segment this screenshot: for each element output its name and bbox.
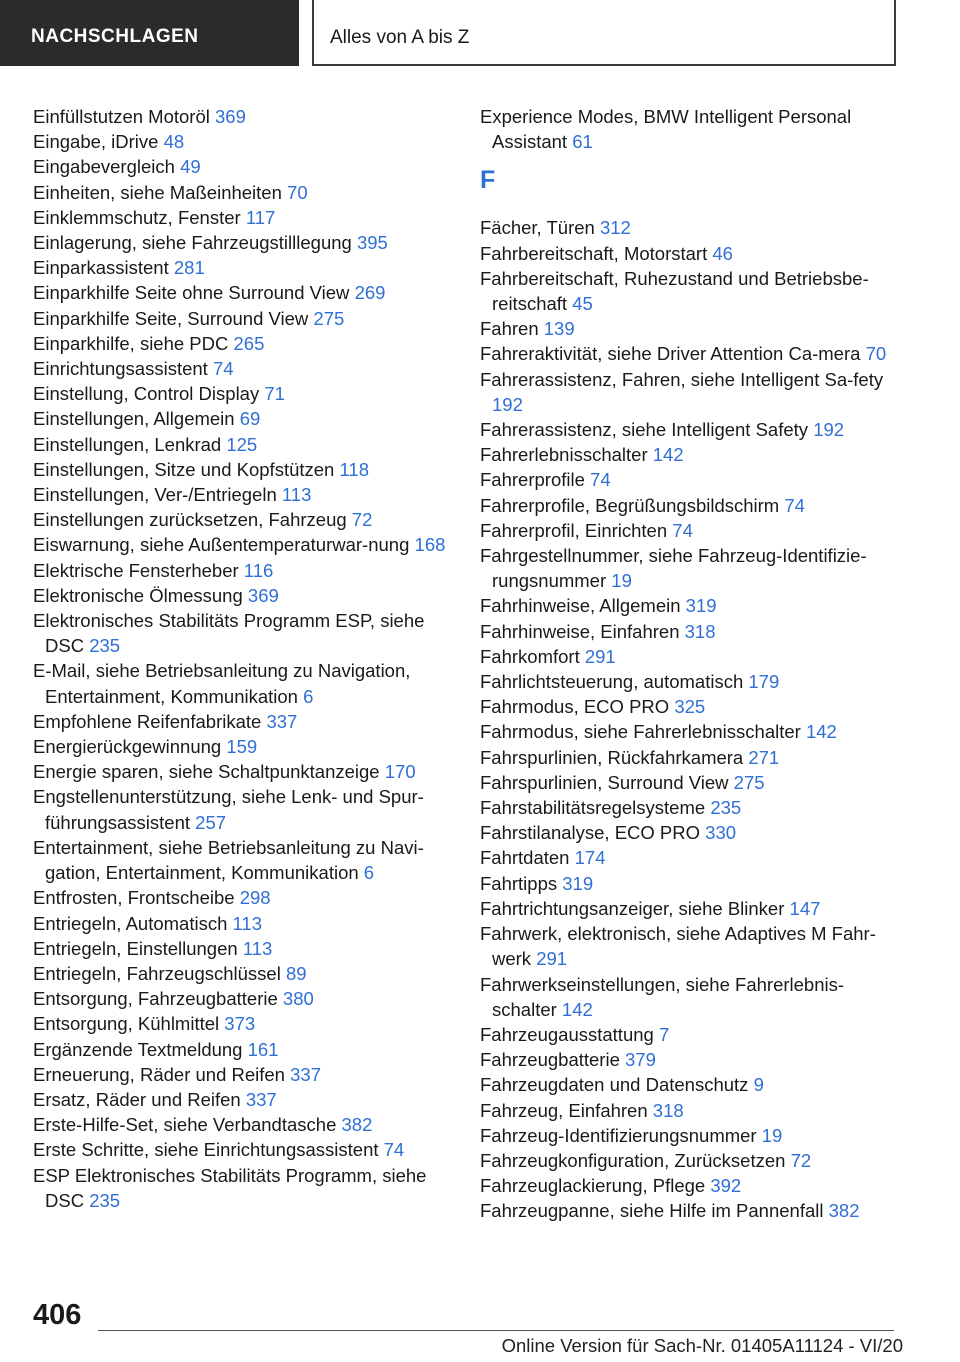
page-reference-link[interactable]: 48 <box>163 131 185 153</box>
index-entry <box>480 770 900 795</box>
index-entry <box>480 1123 900 1148</box>
index-entry-term: Experience Modes, BMW Intelligent Personal Assistant <box>480 106 852 153</box>
page-reference-link[interactable]: 330 <box>705 822 737 844</box>
index-entry-term: Fahrmodus, siehe Fahrerlebnisschalter <box>480 721 801 743</box>
index-entry-term: Fahrhinweise, Allgemein <box>480 595 681 617</box>
page-reference-link[interactable]: 74 <box>784 494 805 516</box>
page-reference-link[interactable]: 118 <box>339 458 369 480</box>
index-entry-term: Fahrzeug-Identifizierungsnummer <box>480 1124 757 1146</box>
index-entry <box>33 1062 453 1087</box>
page-reference-link[interactable]: 325 <box>674 696 706 718</box>
index-entry <box>480 669 900 694</box>
page-reference-link[interactable]: 319 <box>562 872 594 894</box>
index-entry-term: Eingabe, iDrive <box>33 131 159 153</box>
index-entry-term: ESP Elektronisches Stabilitäts Programm, siehe DSC <box>33 1164 427 1211</box>
index-entry-term: Empfohlene Reifenfabrikate <box>33 710 262 732</box>
index-entry-term: Energie sparen, siehe Schaltpunktanzeige <box>33 761 380 783</box>
page-reference-link[interactable]: 74 <box>212 358 234 380</box>
page-number: 406 <box>33 1299 82 1331</box>
index-entry <box>33 104 453 129</box>
index-entry <box>480 104 900 154</box>
index-entry <box>480 1098 900 1123</box>
index-entry <box>480 1198 900 1223</box>
index-entry <box>480 215 900 240</box>
index-entry <box>33 280 453 305</box>
index-entry-term: Entsorgung, Fahrzeugbatterie <box>33 988 278 1010</box>
index-entry-term: Fahrzeugausstattung <box>480 1023 654 1045</box>
page-reference-link[interactable]: 379 <box>625 1049 656 1071</box>
index-entry <box>480 745 900 770</box>
page-reference-link[interactable]: 168 <box>414 534 446 556</box>
index-entry-term: Einparkhilfe Seite ohne Surround View <box>33 282 350 304</box>
index-entry <box>33 658 453 708</box>
index-entry <box>480 1047 900 1072</box>
index-entry-term: Fahrhinweise, Einfahren <box>480 620 680 642</box>
index-entry <box>33 885 453 910</box>
page-reference-link[interactable]: 382 <box>828 1200 860 1222</box>
index-entry-term: Elektronisches Stabilitäts Programm ESP, siehe DSC <box>33 610 425 657</box>
index-entry-term: Einparkhilfe Seite, Surround View <box>33 307 309 329</box>
index-entry-term: Fahrspurlinien, Surround View <box>480 771 729 793</box>
index-entry <box>33 1163 453 1213</box>
page-reference-link[interactable]: 159 <box>226 736 258 758</box>
index-entry <box>33 835 453 885</box>
index-entry-term: Entriegeln, Automatisch <box>33 912 228 934</box>
index-entry-term: Einstellung, Control Display <box>33 383 260 405</box>
index-entry-term: Fahrwerkseinstellungen, siehe Fahrerlebnis-schalter <box>480 973 845 1020</box>
index-entry <box>480 694 900 719</box>
page-reference-link[interactable]: 235 <box>710 797 742 819</box>
index-entry-term: Entertainment, siehe Betriebsanleitung zu Navi-gation, Entertainment, Kommunikation <box>33 836 424 884</box>
chapter-title: Alles von A bis Z <box>312 0 896 66</box>
index-entry-term: Fahrbereitschaft, Motorstart <box>480 242 708 264</box>
page-reference-link[interactable]: 192 <box>492 393 523 415</box>
index-entry <box>33 532 453 557</box>
page-reference-link[interactable]: 369 <box>215 106 246 127</box>
index-entry-term: Fahrerprofil, Einrichten <box>480 519 668 541</box>
index-entry <box>480 593 900 618</box>
index-entry-term: Einrichtungsassistent <box>33 358 208 380</box>
page-reference-link[interactable]: 275 <box>313 307 345 329</box>
page-reference-link[interactable]: 382 <box>341 1114 373 1136</box>
index-entry <box>33 381 453 406</box>
page-reference-link[interactable]: 337 <box>245 1088 277 1110</box>
page-reference-link[interactable]: 74 <box>383 1139 405 1161</box>
page-reference-link[interactable]: 170 <box>384 761 416 783</box>
index-entry <box>33 986 453 1011</box>
index-entry <box>33 759 453 784</box>
index-entry <box>33 129 453 154</box>
index-entry <box>480 1173 900 1198</box>
page-reference-link[interactable]: 337 <box>290 1063 321 1085</box>
index-entry-term: Einstellungen, Ver-/Entriegeln <box>33 484 277 506</box>
index-entry <box>480 644 900 669</box>
index-entry-term: Fahrerlebnisschalter <box>480 444 648 466</box>
page-reference-link[interactable]: 6 <box>303 685 314 707</box>
index-entry <box>480 341 900 366</box>
index-entry-term: Fahrzeuglackierung, Pflege <box>480 1175 706 1197</box>
index-entry <box>33 709 453 734</box>
page-reference-link[interactable]: 291 <box>536 948 568 970</box>
page-reference-link[interactable]: 142 <box>561 998 593 1020</box>
index-entry-term: Fahrbereitschaft, Ruhezustand und Betriebsbe-reitschaft <box>480 267 869 315</box>
index-entry-term: Einheiten, siehe Maßeinheiten <box>33 181 282 203</box>
page-reference-link[interactable]: 9 <box>753 1074 764 1096</box>
index-entry <box>480 518 900 543</box>
letter-heading: F <box>480 166 496 195</box>
index-entry-term: Engstellenunterstützung, siehe Lenk- und Spur-führungsassistent <box>33 786 424 833</box>
index-entry-term: Fächer, Türen <box>480 217 595 239</box>
index-entry-term: Entsorgung, Kühlmittel <box>33 1013 220 1035</box>
page-header <box>0 0 960 66</box>
page-reference-link[interactable]: 19 <box>761 1124 783 1146</box>
index-entry-term: Einstellungen, Lenkrad <box>33 433 222 455</box>
page-reference-link[interactable]: 380 <box>282 988 314 1010</box>
index-entry <box>33 1137 453 1162</box>
index-entry <box>480 417 900 442</box>
index-entry-term: Elektrische Fensterheber <box>33 559 239 581</box>
page-reference-link[interactable]: 318 <box>684 620 716 642</box>
index-entry <box>33 432 453 457</box>
page-reference-link[interactable]: 74 <box>590 469 611 491</box>
page-reference-link[interactable]: 70 <box>287 181 308 203</box>
index-entry <box>480 845 900 870</box>
page-reference-link[interactable]: 275 <box>733 771 765 793</box>
index-entry-term: Fahren <box>480 318 539 340</box>
page-reference-link[interactable]: 19 <box>611 570 632 592</box>
index-entry-term: Einstellungen, Allgemein <box>33 408 235 430</box>
index-entry <box>33 1087 453 1112</box>
index-entry-term: Erste-Hilfe-Set, siehe Verbandtasche <box>33 1114 337 1136</box>
index-entry <box>33 1011 453 1036</box>
page-reference-link[interactable]: 395 <box>356 232 388 254</box>
index-entry <box>480 871 900 896</box>
index-entry <box>33 457 453 482</box>
index-entry-term: Fahrmodus, ECO PRO <box>480 696 670 718</box>
page-reference-link[interactable]: 72 <box>790 1149 812 1171</box>
index-entry <box>33 230 453 255</box>
index-entry <box>33 482 453 507</box>
footer-divider <box>98 1330 894 1331</box>
page-reference-link[interactable]: 265 <box>233 332 265 354</box>
index-entry-term: Eingabevergleich <box>33 156 175 178</box>
page-reference-link[interactable]: 392 <box>710 1175 742 1197</box>
index-entry <box>33 911 453 936</box>
index-entry-term: Entriegeln, Fahrzeugschlüssel <box>33 962 281 984</box>
index-entry-term: Fahrerprofile <box>480 469 585 491</box>
index-entry-term: Fahreraktivität, siehe Driver Attention Ca-mera <box>480 343 861 365</box>
index-entry-term: Fahrstilanalyse, ECO PRO <box>480 822 701 844</box>
index-entry <box>480 266 900 316</box>
index-entry-term: Elektronische Ölmessung <box>33 584 243 606</box>
index-entry <box>480 1148 900 1173</box>
index-entry <box>480 972 900 1022</box>
index-entry <box>480 316 900 341</box>
index-entry <box>480 795 900 820</box>
index-entry <box>33 180 453 205</box>
index-entry <box>33 583 453 608</box>
index-entry <box>480 367 900 417</box>
page-reference-link[interactable]: 70 <box>865 343 887 365</box>
page-reference-link[interactable]: 235 <box>89 1189 121 1211</box>
index-entry <box>480 719 900 744</box>
page-reference-link[interactable]: 113 <box>281 484 312 506</box>
index-entry-term: Fahrspurlinien, Rückfahrkamera <box>480 746 744 768</box>
page-reference-link[interactable]: 74 <box>672 519 693 541</box>
page-reference-link[interactable]: 125 <box>226 433 258 455</box>
index-entry-term: Fahrtrichtungsanzeiger, siehe Blinker <box>480 897 785 919</box>
index-entry-term: Fahrstabilitätsregelsysteme <box>480 797 706 819</box>
index-entry-term: Fahrerassistenz, siehe Intelligent Safety <box>480 419 809 441</box>
index-column-left <box>33 104 453 1213</box>
index-entry-term: Fahrgestellnummer, siehe Fahrzeug-Identifizie-rungsnummer <box>480 545 867 592</box>
index-entry <box>480 241 900 266</box>
page-reference-link[interactable]: 142 <box>652 444 684 466</box>
page-reference-link[interactable]: 142 <box>805 721 837 743</box>
index-entry-term: Fahrwerk, elektronisch, siehe Adaptives M Fahr-werk <box>480 923 876 970</box>
page-reference-link[interactable]: 161 <box>247 1038 279 1060</box>
page-reference-link[interactable]: 113 <box>232 912 262 934</box>
page-reference-link[interactable]: 6 <box>363 862 375 884</box>
index-entry-term: Einfüllstutzen Motoröl <box>33 106 210 127</box>
index-entry <box>33 734 453 759</box>
page-reference-link[interactable]: 46 <box>712 242 733 264</box>
page-reference-link[interactable]: 235 <box>89 635 121 657</box>
section-tab: NACHSCHLAGEN <box>0 0 299 66</box>
index-entry <box>480 619 900 644</box>
index-entry <box>480 1072 900 1097</box>
page-reference-link[interactable]: 147 <box>789 897 821 919</box>
index-entry <box>33 1112 453 1137</box>
page-reference-link[interactable]: 319 <box>685 595 717 617</box>
page-reference-link[interactable]: 257 <box>195 811 227 833</box>
index-entry-term: Energierückgewinnung <box>33 736 222 758</box>
page-reference-link[interactable]: 116 <box>243 559 274 581</box>
index-entry-term: Ersatz, Räder und Reifen <box>33 1088 241 1110</box>
index-entry-term: Fahrerprofile, Begrüßungsbildschirm <box>480 494 780 516</box>
index-entry-term: Fahrlichtsteuerung, automatisch <box>480 671 744 693</box>
page-reference-link[interactable]: 49 <box>180 156 201 178</box>
index-entry <box>33 154 453 179</box>
index-entry-term: Fahrzeugkonfiguration, Zurücksetzen <box>480 1149 786 1171</box>
index-entry-term: Erneuerung, Räder und Reifen <box>33 1063 285 1085</box>
page-reference-link[interactable]: 298 <box>239 887 271 909</box>
index-entry <box>33 406 453 431</box>
index-entry <box>480 921 900 971</box>
index-entry-term: Fahrzeug, Einfahren <box>480 1099 648 1121</box>
index-entry-term: Einstellungen zurücksetzen, Fahrzeug <box>33 509 347 531</box>
page-reference-link[interactable]: 192 <box>813 419 845 441</box>
index-entry <box>33 784 453 834</box>
index-entry <box>33 507 453 532</box>
index-entry <box>480 820 900 845</box>
page-reference-link[interactable]: 45 <box>572 293 593 315</box>
index-entry <box>33 961 453 986</box>
index-entry <box>480 543 900 593</box>
page-reference-link[interactable]: 72 <box>351 509 373 531</box>
page-reference-link[interactable]: 7 <box>658 1023 670 1045</box>
index-column-right <box>480 104 900 1224</box>
page-reference-link[interactable]: 291 <box>584 645 616 667</box>
page-reference-link[interactable]: 117 <box>245 206 276 228</box>
index-entry-term: Einparkassistent <box>33 257 169 279</box>
page-reference-link[interactable]: 271 <box>748 746 780 768</box>
page-reference-link[interactable]: 369 <box>247 584 279 606</box>
page-reference-link[interactable]: 337 <box>266 710 298 732</box>
index-entry <box>480 896 900 921</box>
index-entry <box>33 306 453 331</box>
index-entry <box>33 331 453 356</box>
index-entry <box>33 205 453 230</box>
index-entry <box>480 1022 900 1047</box>
index-entry-term: Einstellungen, Sitze und Kopfstützen <box>33 458 335 480</box>
index-entry <box>33 608 453 658</box>
index-entry-term: Fahrkomfort <box>480 645 580 667</box>
index-entry <box>480 442 900 467</box>
page-reference-link[interactable]: 69 <box>239 408 261 430</box>
page-reference-link[interactable]: 89 <box>285 962 307 984</box>
index-entry <box>33 356 453 381</box>
index-entry-term: Fahrzeugdaten und Datenschutz <box>480 1074 749 1096</box>
index-entry-term: Einklemmschutz, Fenster <box>33 206 241 228</box>
index-entry-term: Entfrosten, Frontscheibe <box>33 887 235 909</box>
page-reference-link[interactable]: 71 <box>264 383 285 405</box>
page-reference-link[interactable]: 318 <box>652 1099 684 1121</box>
page-reference-link[interactable]: 312 <box>599 217 631 239</box>
page-reference-link[interactable]: 139 <box>543 318 575 340</box>
index-entry-term: Fahrtipps <box>480 872 558 894</box>
footer-version-text: Online Version für Sach-Nr. 01405A11124 - VI/20 <box>501 1335 903 1356</box>
index-entry-term: Fahrzeugbatterie <box>480 1049 620 1071</box>
page-reference-link[interactable]: 113 <box>242 937 273 959</box>
index-entry-term: E-Mail, siehe Betriebsanleitung zu Navigation, Entertainment, Kommunikation <box>33 660 411 707</box>
page-reference-link[interactable]: 61 <box>572 131 593 153</box>
index-entry <box>33 936 453 961</box>
index-entry-term: Fahrerassistenz, Fahren, siehe Intelligent Sa-fety <box>480 368 884 390</box>
index-entry-term: Einlagerung, siehe Fahrzeugstilllegung <box>33 232 352 254</box>
page-reference-link[interactable]: 281 <box>173 257 205 279</box>
index-entry-term: Erste Schritte, siehe Einrichtungsassistent <box>33 1139 379 1161</box>
index-entry <box>480 467 900 492</box>
index-entry <box>33 558 453 583</box>
page-reference-link[interactable]: 373 <box>224 1013 256 1035</box>
index-entry-term: Ergänzende Textmeldung <box>33 1038 243 1060</box>
page-reference-link[interactable]: 174 <box>574 847 606 869</box>
index-entry-term: Entriegeln, Einstellungen <box>33 937 238 959</box>
page-reference-link[interactable]: 179 <box>748 671 780 693</box>
index-entry-term: Einparkhilfe, siehe PDC <box>33 332 229 354</box>
index-entry-term: Fahrzeugpanne, siehe Hilfe im Pannenfall <box>480 1200 824 1222</box>
index-entry <box>33 1037 453 1062</box>
index-entry-term: Eiswarnung, siehe Außentemperaturwar-nung <box>33 534 410 556</box>
index-entry-term: Fahrtdaten <box>480 847 570 869</box>
index-entry <box>480 493 900 518</box>
index-entry <box>33 255 453 280</box>
page-reference-link[interactable]: 269 <box>354 282 386 304</box>
